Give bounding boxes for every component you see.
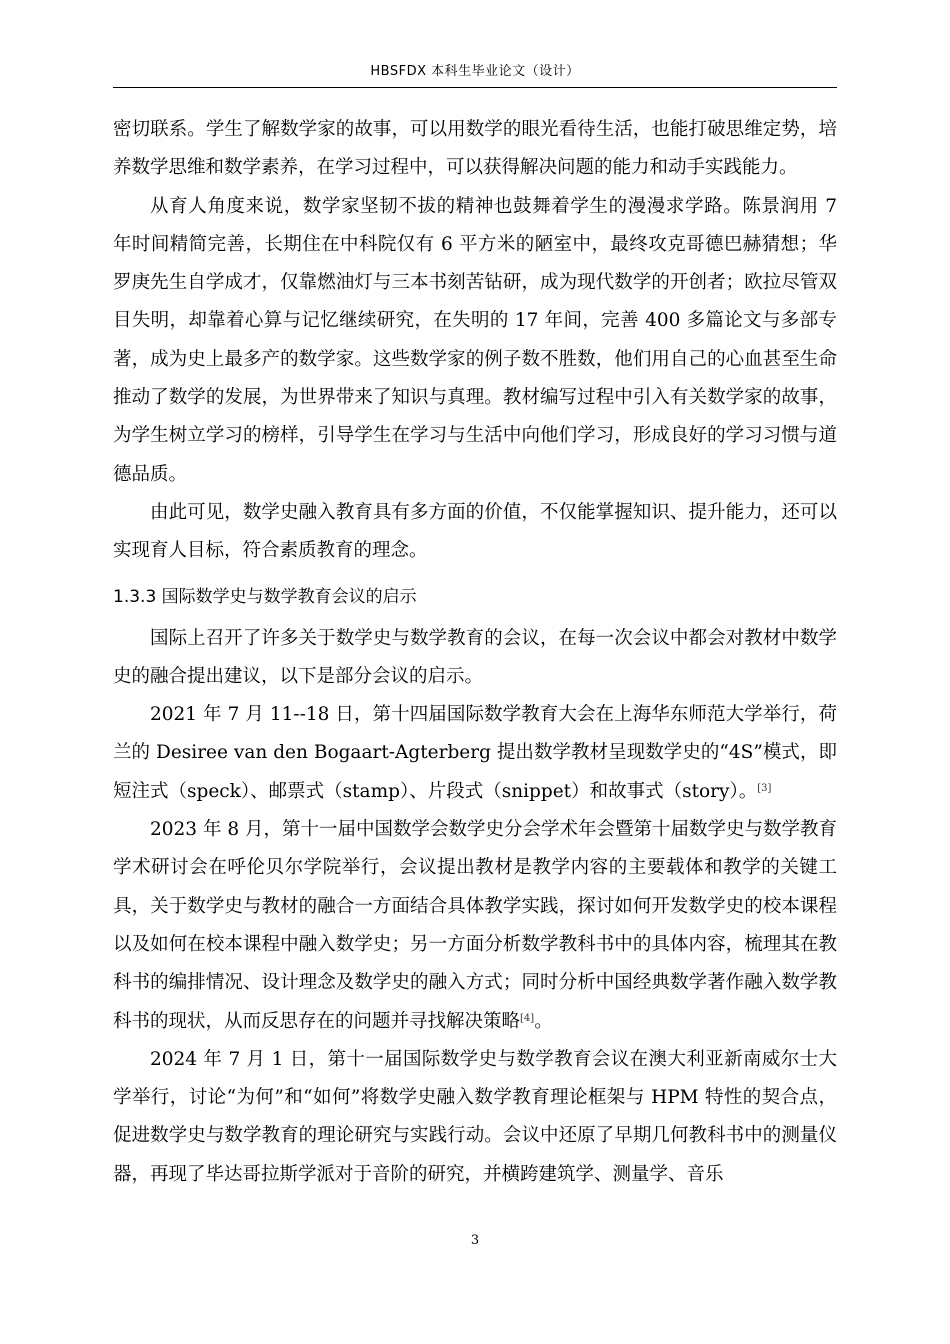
paragraph-mathematician-spirit: 从育人角度来说，数学家坚韧不拔的精神也鼓舞着学生的漫漫求学路。陈景润用 7 年时间精简完善，长期住在中科院仅有 6 平方米的陋室中，最终攻克哥德巴赫猜想；华罗庚先生自学成才，仅靠燃油灯与三本书刻苦钻研，成为现代数学的开创者；欧拉尽管双目失明，却靠着心算与记忆继续研究，在失明的 17 年间，完善 400 多篇论文与多部专著，成为史上最多产的数学家。这些数学家的例子数不胜数，他们用自己的心血甚至生命推动了数学的发展，为世界带来了知识与真理。教材编写过程中引入有关数学家的故事，为学生树立学习的榜样，引导学生在学习与生活中向他们学习，形成良好的学习习惯与道德品质。 <box>113 195 837 485</box>
page-header <box>113 57 837 88</box>
paragraph-conclusion: 由此可见，数学史融入教育具有多方面的价值，不仅能掌握知识、提升能力，还可以实现育人目标，符合素质教育的理念。 <box>113 501 837 562</box>
paragraph-cms-2023-text: 2023 年 8 月，第十一届中国数学会数学史分会学术年会暨第十届数学史与数学教育学术研讨会在呼伦贝尔学院举行，会议提出教材是教学内容的主要载体和教学的关键工具，关于数学史与教材的融合一方面结合具体教学实践，探讨如何开发数学史的校本课程以及如何在校本课程中融入数学史；另一方面分析数学教科书中的具体内容，梳理其在教科书的编排情况、设计理念及数学史的融入方式；同时分析中国经典数学著作融入数学教科书的现状，从而反思存在的问题并寻找解决策略 <box>113 819 837 1032</box>
paragraph-icme-2021-text: 2021 年 7 月 11--18 日，第十四届国际数学教育大会在上海华东师范大学举行，荷兰的 Desiree van den Bogaart-Agterberg 提出数学教材呈现数学史的“4S”模式，即短注式（speck）、邮票式（stamp）、片段式（snippet）和故事式（story）。 <box>113 704 837 802</box>
citation-3[interactable]: [3] <box>757 782 772 794</box>
page-number: 3 <box>470 1233 480 1248</box>
paragraph-icme-2021 <box>113 696 837 811</box>
paragraph-cms-2023 <box>113 811 837 1041</box>
section-heading: 1.3.3 国际数学史与数学教育会议的启示 <box>113 586 417 607</box>
paragraph-hpm-2024: 2024 年 7 月 1 日，第十一届国际数学史与数学教育会议在澳大利亚新南威尔士大学举行，讨论“为何”和“如何”将数学史融入数学教育理论框架与 HPM 特性的契合点，促进数学史与数学教育的理论研究与实践行动。会议中还原了早期几何教科书中的测量仪器，再现了毕达哥拉斯学派对于音阶的研究，并横跨建筑学、测量学、音乐 <box>113 1048 837 1185</box>
paragraph-cms-2023-end: 。 <box>534 1010 553 1032</box>
paragraph-conference-intro: 国际上召开了许多关于数学史与数学教育的会议，在每一次会议中都会对教材中数学史的融合提出建议，以下是部分会议的启示。 <box>113 627 837 687</box>
paragraph-continuation: 密切联系。学生了解数学家的故事，可以用数学的眼光看待生活，也能打破思维定势，培养数学思维和数学素养，在学习过程中，可以获得解决问题的能力和动手实践能力。 <box>113 119 837 179</box>
citation-4[interactable]: [4] <box>520 1012 535 1024</box>
body-text <box>113 111 837 1194</box>
header-title: HBSFDX 本科生毕业论文（设计） <box>370 64 580 79</box>
